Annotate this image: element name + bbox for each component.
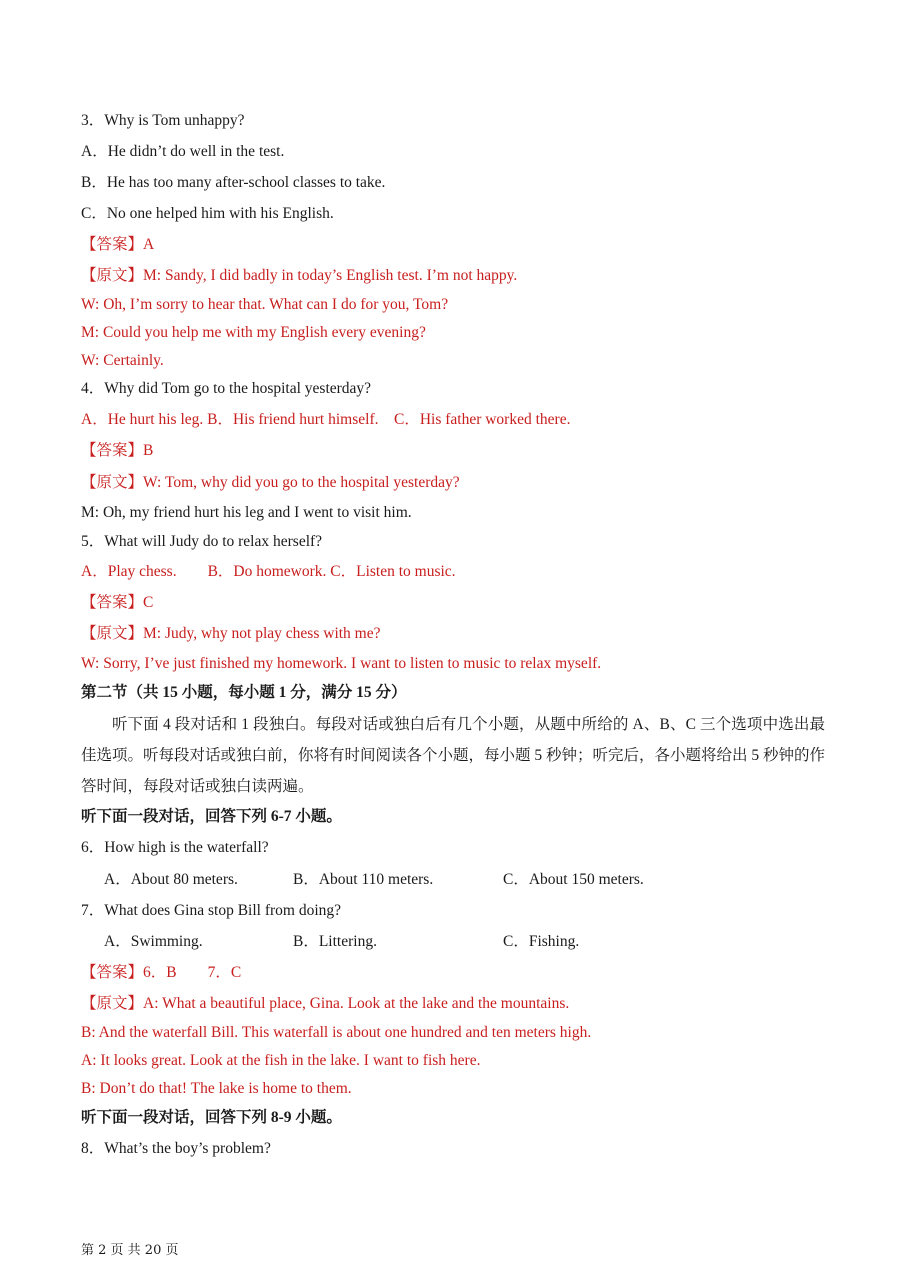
- section-instructions: 听下面 4 段对话和 1 段独白。每段对话或独白后有几个小题，从题中所给的 A、B、C 三个选项中选出最佳选项。听每段对话或独白前，你将有时间阅读各个小题，每小题 5 秒钟；听完后，各小题将给出 5 秒钟的作答时间，每段对话或独白读两遍。: [81, 716, 826, 795]
- q8-stem: 8．What’s the boy’s problem?: [81, 1140, 271, 1157]
- q6-option-c: C．About 150 meters.: [503, 871, 644, 888]
- q3-option-a: A．He didn’t do well in the test.: [81, 143, 285, 160]
- q5-options: A．Play chess. B．Do homework. C．Listen to music.: [81, 563, 456, 580]
- q3-script-line: W: Certainly.: [81, 352, 164, 369]
- page-footer: 第 2 页 共 20 页: [81, 1243, 179, 1258]
- q3-option-b: B．He has too many after-school classes to take.: [81, 174, 386, 191]
- q4-stem: 4．Why did Tom go to the hospital yesterday?: [81, 380, 372, 397]
- q4-answer: 【答案】B: [81, 442, 154, 459]
- q3-stem: 3．Why is Tom unhappy?: [81, 112, 245, 129]
- q3-script-line: W: Oh, I’m sorry to hear that. What can I do for you, Tom?: [81, 296, 449, 313]
- q5-stem: 5．What will Judy do to relax herself?: [81, 533, 323, 550]
- q5-answer: 【答案】C: [81, 594, 154, 611]
- q6-stem: 6．How high is the waterfall?: [81, 839, 269, 856]
- q5-script-line: W: Sorry, I’ve just finished my homework. I want to listen to music to relax myself.: [81, 655, 602, 672]
- group-heading: 听下面一段对话，回答下列 8-9 小题。: [81, 1109, 342, 1126]
- q3-script-line: 【原文】M: Sandy, I did badly in today’s English test. I’m not happy.: [81, 267, 518, 284]
- q5-script-line: 【原文】M: Judy, why not play chess with me?: [81, 625, 381, 642]
- q6-option-b: B．About 110 meters.: [293, 871, 434, 888]
- section-heading: 第二节（共 15 小题，每小题 1 分，满分 15 分）: [81, 684, 407, 701]
- q3-option-c: C．No one helped him with his English.: [81, 205, 334, 222]
- q6-7-script-line: B: Don’t do that! The lake is home to them.: [81, 1080, 352, 1097]
- q7-stem: 7．What does Gina stop Bill from doing?: [81, 902, 342, 919]
- q6-7-answer: 【答案】6．B 7．C: [81, 964, 242, 981]
- q4-options: A．He hurt his leg. B．His friend hurt himself. C．His father worked there.: [81, 411, 571, 428]
- q3-script-line: M: Could you help me with my English every evening?: [81, 324, 426, 341]
- q3-answer: 【答案】A: [81, 236, 155, 253]
- q6-option-a: A．About 80 meters.: [104, 871, 238, 888]
- q7-option-b: B．Littering.: [293, 933, 377, 950]
- q4-script-line: M: Oh, my friend hurt his leg and I went to visit him.: [81, 504, 412, 521]
- group-heading: 听下面一段对话，回答下列 6-7 小题。: [81, 808, 342, 825]
- q7-option-a: A．Swimming.: [104, 933, 203, 950]
- q7-option-c: C．Fishing.: [503, 933, 580, 950]
- q4-script-line: 【原文】W: Tom, why did you go to the hospital yesterday?: [81, 474, 460, 491]
- q6-7-script-line: A: It looks great. Look at the fish in the lake. I want to fish here.: [81, 1052, 481, 1069]
- q6-7-script-line: 【原文】A: What a beautiful place, Gina. Look at the lake and the mountains.: [81, 995, 570, 1012]
- q6-7-script-line: B: And the waterfall Bill. This waterfall is about one hundred and ten meters high.: [81, 1024, 592, 1041]
